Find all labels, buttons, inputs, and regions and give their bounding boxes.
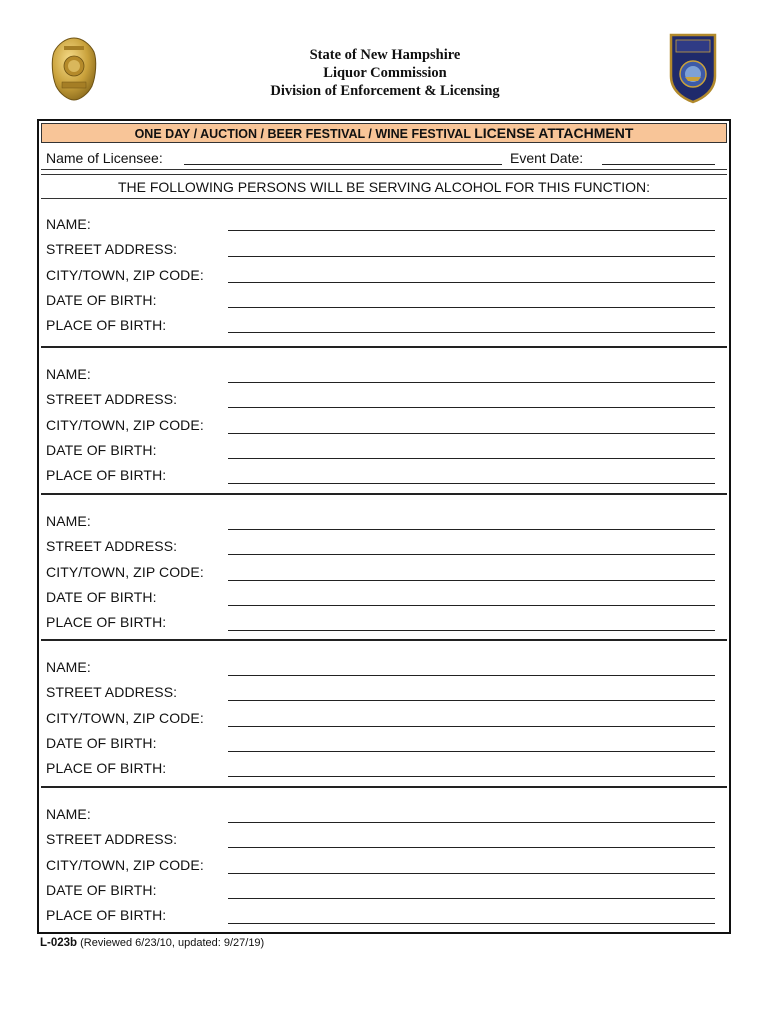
city-zip-field[interactable]	[228, 580, 715, 581]
street-address-label: STREET ADDRESS:	[46, 684, 178, 700]
date-of-birth-field[interactable]	[228, 307, 715, 308]
name-field[interactable]	[228, 675, 715, 676]
date-of-birth-field[interactable]	[228, 898, 715, 899]
city-zip-field[interactable]	[228, 873, 715, 874]
city-zip-label: CITY/TOWN, ZIP CODE:	[46, 417, 204, 433]
event-date-label: Event Date:	[510, 150, 584, 166]
city-zip-field[interactable]	[228, 282, 715, 283]
place-of-birth-field[interactable]	[228, 483, 715, 484]
event-date-field[interactable]	[602, 164, 715, 165]
form-code: L-023b	[40, 937, 78, 949]
date-of-birth-label: DATE OF BIRTH:	[46, 292, 157, 308]
name-field[interactable]	[228, 529, 715, 530]
street-address-field[interactable]	[228, 256, 715, 257]
place-of-birth-label: PLACE OF BIRTH:	[46, 467, 167, 483]
street-address-label: STREET ADDRESS:	[46, 831, 178, 847]
place-of-birth-field[interactable]	[228, 776, 715, 777]
date-of-birth-label: DATE OF BIRTH:	[46, 735, 157, 751]
licensee-label: Name of Licensee:	[46, 150, 163, 166]
license-attachment-form	[37, 119, 731, 934]
header-line-commission: Liquor Commission	[323, 65, 447, 81]
street-address-label: STREET ADDRESS:	[46, 391, 178, 407]
person-entry-5	[41, 786, 727, 931]
name-label: NAME:	[46, 513, 91, 529]
header-line-division: Division of Enforcement & Licensing	[270, 83, 500, 99]
street-address-label: STREET ADDRESS:	[46, 241, 178, 257]
date-of-birth-field[interactable]	[228, 751, 715, 752]
person-entry-4	[41, 639, 727, 784]
name-field[interactable]	[228, 382, 715, 383]
form-title-events: ONE DAY / AUCTION / BEER FESTIVAL / WINE FESTIVAL	[134, 127, 471, 141]
street-address-field[interactable]	[228, 554, 715, 555]
place-of-birth-label: PLACE OF BIRTH:	[46, 317, 167, 333]
date-of-birth-field[interactable]	[228, 458, 715, 459]
date-of-birth-label: DATE OF BIRTH:	[46, 589, 157, 605]
header-line-state: State of New Hampshire	[309, 47, 461, 63]
person-entry-2	[41, 346, 727, 491]
city-zip-label: CITY/TOWN, ZIP CODE:	[46, 857, 204, 873]
form-title-attachment: LICENSE ATTACHMENT	[474, 125, 634, 141]
name-label: NAME:	[46, 659, 91, 675]
city-zip-label: CITY/TOWN, ZIP CODE:	[46, 267, 204, 283]
city-zip-label: CITY/TOWN, ZIP CODE:	[46, 710, 204, 726]
name-label: NAME:	[46, 806, 91, 822]
street-address-field[interactable]	[228, 700, 715, 701]
person-entry-1	[41, 201, 727, 346]
city-zip-label: CITY/TOWN, ZIP CODE:	[46, 564, 204, 580]
persons-heading: THE FOLLOWING PERSONS WILL BE SERVING ALCOHOL FOR THIS FUNCTION:	[41, 174, 727, 199]
street-address-label: STREET ADDRESS:	[46, 538, 178, 554]
enforcement-patch-icon	[668, 32, 718, 104]
form-footer	[40, 937, 264, 949]
place-of-birth-field[interactable]	[228, 332, 715, 333]
licensee-row	[41, 143, 727, 170]
name-field[interactable]	[228, 822, 715, 823]
name-label: NAME:	[46, 216, 91, 232]
name-field[interactable]	[228, 230, 715, 231]
place-of-birth-label: PLACE OF BIRTH:	[46, 614, 167, 630]
city-zip-field[interactable]	[228, 726, 715, 727]
date-of-birth-label: DATE OF BIRTH:	[46, 882, 157, 898]
place-of-birth-field[interactable]	[228, 630, 715, 631]
name-label: NAME:	[46, 366, 91, 382]
place-of-birth-field[interactable]	[228, 923, 715, 924]
date-of-birth-label: DATE OF BIRTH:	[46, 442, 157, 458]
revision-note: (Reviewed 6/23/10, updated: 9/27/19)	[80, 937, 265, 949]
licensee-name-field[interactable]	[184, 164, 502, 165]
agency-header	[200, 46, 570, 100]
date-of-birth-field[interactable]	[228, 605, 715, 606]
police-badge-icon	[50, 36, 98, 102]
form-title-bar	[41, 123, 727, 143]
place-of-birth-label: PLACE OF BIRTH:	[46, 760, 167, 776]
city-zip-field[interactable]	[228, 433, 715, 434]
street-address-field[interactable]	[228, 407, 715, 408]
street-address-field[interactable]	[228, 847, 715, 848]
place-of-birth-label: PLACE OF BIRTH:	[46, 907, 167, 923]
person-entry-3	[41, 493, 727, 638]
